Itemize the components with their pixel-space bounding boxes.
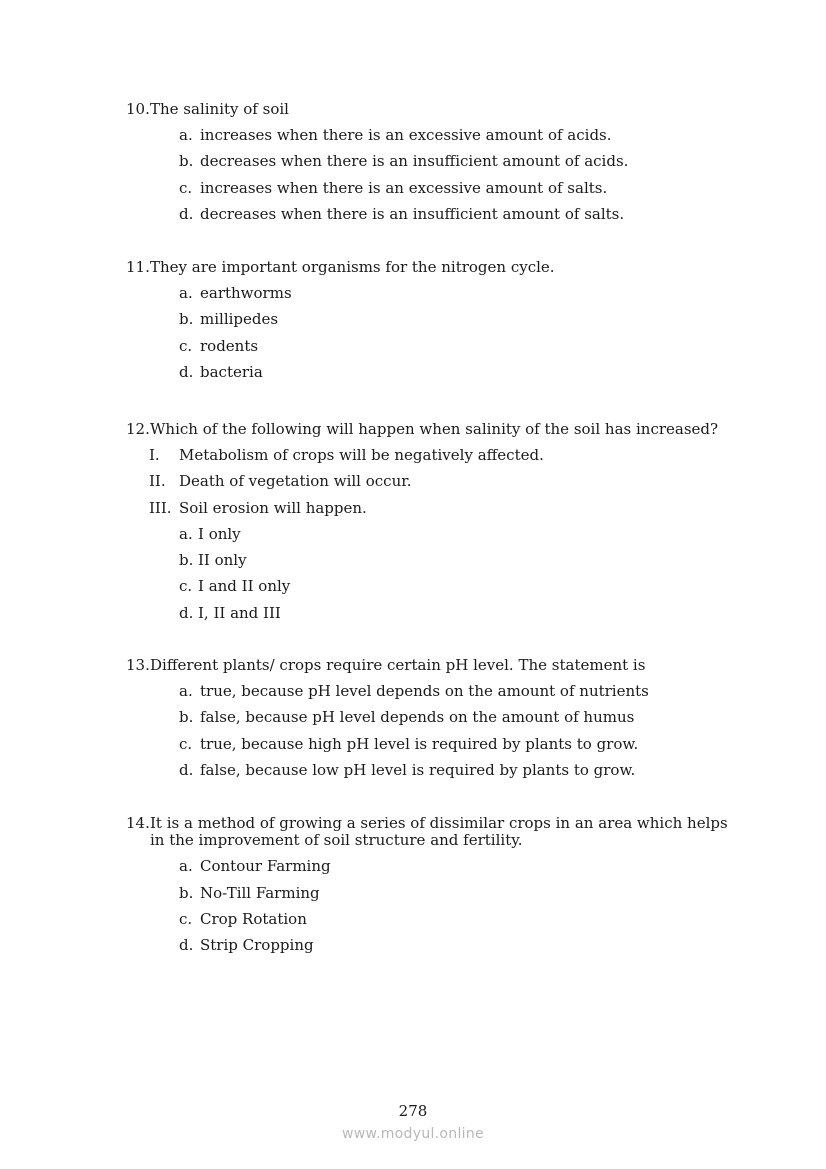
option-13c (179, 736, 638, 753)
option-letter: c. (179, 337, 193, 355)
option-letter: c. (179, 179, 193, 197)
option-text: decreases when there is an insufficient amount of acids. (200, 152, 629, 170)
option-text: No-Till Farming (200, 884, 320, 902)
option-12a (179, 526, 241, 543)
option-11c (179, 338, 258, 355)
statement-text: Metabolism of crops will be negatively affected. (179, 446, 544, 464)
option-letter: d. (179, 936, 194, 954)
option-12c (179, 578, 290, 595)
option-text: I only (198, 525, 241, 543)
question-number: 14. (126, 814, 150, 832)
option-10a (179, 127, 612, 144)
option-letter: c. (179, 910, 193, 928)
option-12b (179, 552, 247, 569)
statement-12-i (149, 447, 544, 464)
option-text: true, because pH level depends on the amount of nutrients (200, 682, 649, 700)
statement-text: Soil erosion will happen. (179, 499, 367, 517)
option-letter: b. (179, 551, 194, 569)
question-13 (126, 657, 645, 674)
option-text: I, II and III (198, 604, 281, 622)
option-10d (179, 206, 624, 223)
option-14b (179, 885, 320, 902)
option-letter: a. (179, 525, 193, 543)
option-13a (179, 683, 649, 700)
statement-12-iii (149, 500, 367, 517)
option-11d (179, 364, 263, 381)
option-13b (179, 709, 634, 726)
option-text: I and II only (198, 577, 291, 595)
question-stem: Which of the following will happen when salinity of the soil has increased? (150, 420, 719, 438)
option-letter: a. (179, 682, 193, 700)
option-letter: a. (179, 857, 193, 875)
option-11b (179, 311, 278, 328)
option-text: rodents (200, 337, 259, 355)
question-11 (126, 259, 555, 276)
question-stem: The salinity of soil (150, 100, 289, 118)
question-12 (126, 421, 718, 438)
option-10b (179, 153, 628, 170)
option-letter: a. (179, 126, 193, 144)
option-text: true, because high pH level is required by plants to grow. (200, 735, 639, 753)
option-text: increases when there is an excessive amount of salts. (200, 179, 608, 197)
question-stem: It is a method of growing a series of dissimilar crops in an area which helps in the improvement of soil structure and fertility. (150, 814, 728, 849)
option-text: II only (198, 551, 247, 569)
page-number: 278 (398, 1102, 428, 1120)
option-letter: b. (179, 708, 194, 726)
watermark: www.modyul.online (342, 1126, 484, 1142)
option-text: millipedes (200, 310, 279, 328)
question-number: 11. (126, 258, 150, 276)
statement-numeral: III. (149, 499, 172, 517)
statement-12-ii (149, 473, 412, 490)
option-letter: c. (179, 735, 193, 753)
option-letter: d. (179, 363, 194, 381)
statement-numeral: II. (149, 472, 166, 490)
option-text: Contour Farming (200, 857, 331, 875)
option-10c (179, 180, 607, 197)
option-letter: d. (179, 205, 194, 223)
question-number: 10. (126, 100, 150, 118)
question-stem: They are important organisms for the nitrogen cycle. (150, 258, 555, 276)
option-12d (179, 605, 281, 622)
option-letter: c. (179, 577, 193, 595)
option-14a (179, 858, 331, 875)
option-14d (179, 937, 314, 954)
question-14 (126, 815, 736, 849)
question-10 (126, 101, 289, 118)
option-letter: d. (179, 604, 194, 622)
option-letter: d. (179, 761, 194, 779)
option-11a (179, 285, 292, 302)
option-letter: b. (179, 884, 194, 902)
question-stem: Different plants/ crops require certain pH level. The statement is (150, 656, 646, 674)
option-text: false, because pH level depends on the amount of humus (200, 708, 635, 726)
option-text: bacteria (200, 363, 263, 381)
option-letter: b. (179, 152, 194, 170)
option-text: false, because low pH level is required by plants to grow. (200, 761, 636, 779)
option-text: Strip Cropping (200, 936, 314, 954)
question-number: 13. (126, 656, 150, 674)
question-number: 12. (126, 420, 150, 438)
option-14c (179, 911, 307, 928)
option-13d (179, 762, 635, 779)
statement-numeral: I. (149, 446, 160, 464)
option-letter: b. (179, 310, 194, 328)
option-letter: a. (179, 284, 193, 302)
option-text: decreases when there is an insufficient amount of salts. (200, 205, 625, 223)
option-text: Crop Rotation (200, 910, 307, 928)
option-text: earthworms (200, 284, 292, 302)
option-text: increases when there is an excessive amount of acids. (200, 126, 612, 144)
statement-text: Death of vegetation will occur. (179, 472, 412, 490)
